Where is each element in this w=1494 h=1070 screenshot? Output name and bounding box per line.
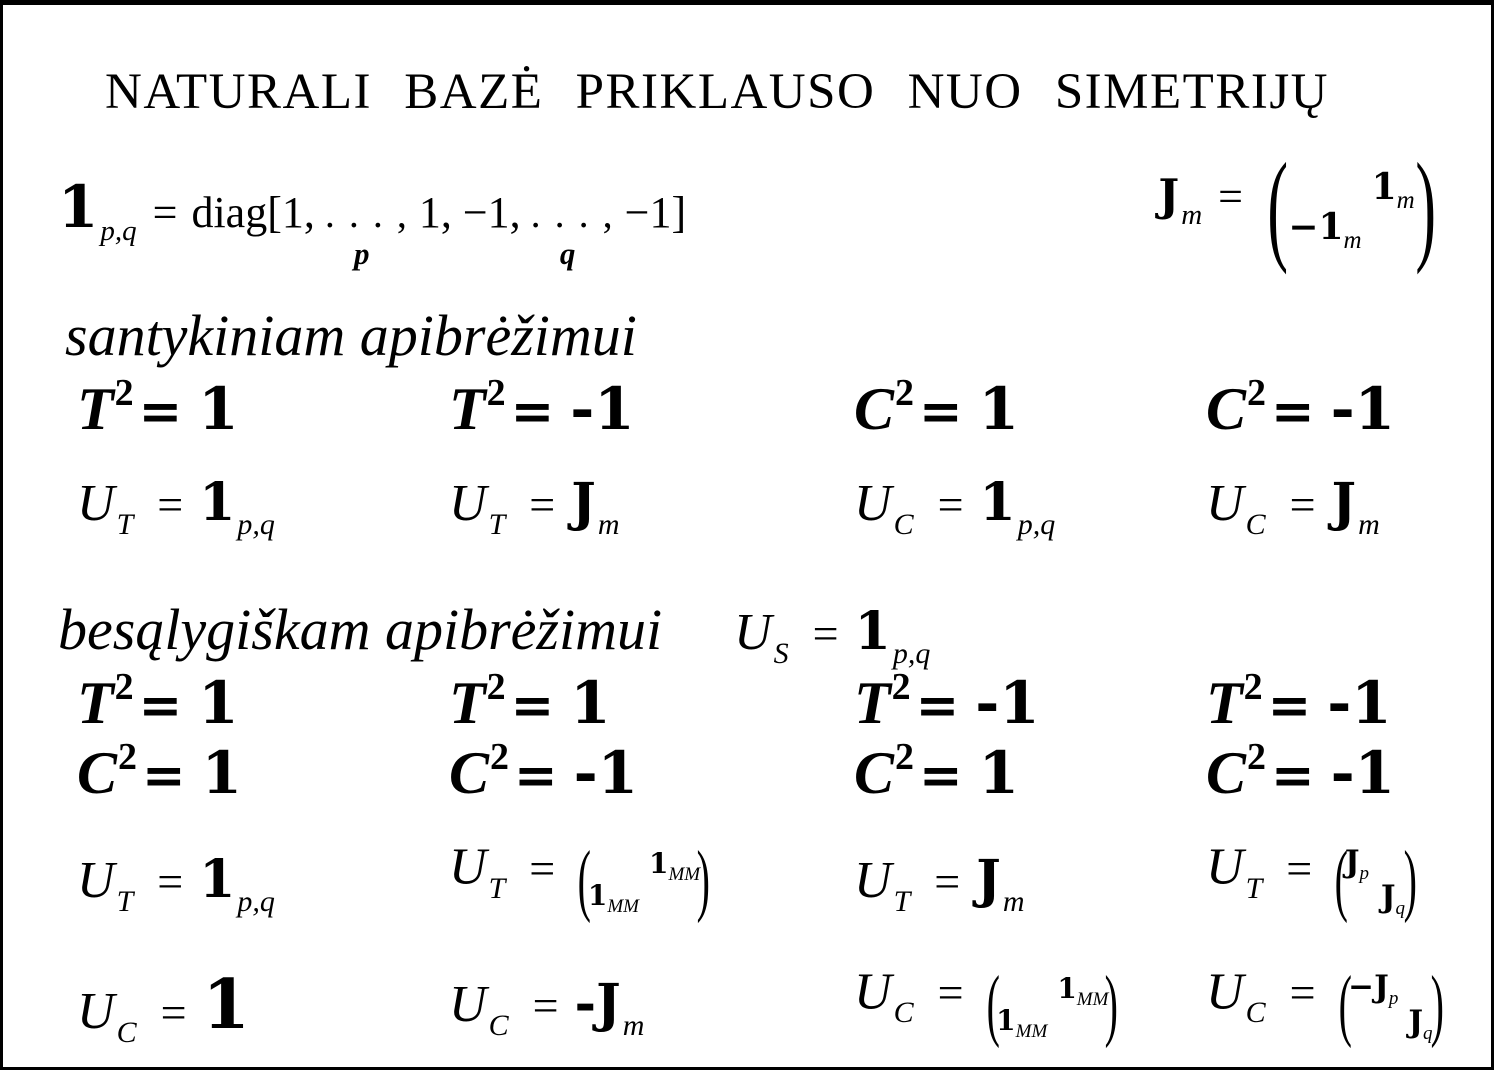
- minus-bold-j-symbol: -J: [574, 973, 621, 1034]
- equals-sign: =: [812, 608, 839, 659]
- pq-subscript: p,q: [237, 508, 275, 541]
- pq-subscript: p,q: [237, 884, 275, 918]
- exponent-2: 2: [490, 736, 510, 778]
- matrix-cells: [587, 847, 701, 917]
- diag-operator: diag[: [191, 188, 282, 237]
- equals-sign: =: [1286, 842, 1313, 894]
- condition-c2-eq-neg1: [1196, 372, 1491, 443]
- relative-conditions-row: [67, 372, 1491, 443]
- matrix-cell-empty: [1380, 220, 1406, 234]
- bold-one-symbol: 1: [648, 847, 669, 880]
- exponent-2: 2: [486, 372, 506, 414]
- m-subscript: m: [622, 1009, 645, 1042]
- equals-sign: =: [157, 479, 184, 530]
- matrix-cell-empty: [1312, 180, 1338, 194]
- equals-sign: =: [138, 675, 183, 736]
- p-subscript: p: [1359, 863, 1370, 884]
- left-paren: (: [986, 960, 1000, 1049]
- bold-one-symbol: 1: [1057, 971, 1077, 1005]
- equals-sign: =: [510, 675, 555, 736]
- variable-U: U: [854, 475, 892, 532]
- matrix-cell-top-right: [1371, 166, 1415, 214]
- equals-sign: =: [1289, 479, 1316, 530]
- exponent-2: 2: [118, 736, 138, 778]
- ellipsis-q-stack: [530, 191, 615, 271]
- p-subscript: p: [1388, 987, 1399, 1009]
- equals-sign: =: [529, 479, 556, 530]
- left-paren: (: [1267, 138, 1288, 275]
- matrix-cell-top-right: [1057, 971, 1109, 1010]
- matrix-cell-top-left: [1348, 968, 1399, 1009]
- condition-c2-eq-1: [844, 372, 1196, 443]
- matrix-cell-bottom-left: [1288, 206, 1362, 254]
- variable-U: U: [77, 982, 115, 1040]
- equals-sign: =: [152, 188, 178, 237]
- pq-subscript: p,q: [1017, 508, 1056, 541]
- m-subscript: m: [1396, 187, 1415, 214]
- matrix-cells: [1348, 968, 1434, 1044]
- variable-U: U: [449, 838, 487, 896]
- ellipsis-dots: . . . ,: [324, 191, 409, 236]
- identity-signature-matrix-definition: [58, 173, 687, 271]
- equals-sign: =: [142, 745, 186, 806]
- relative-operators-row: [67, 472, 1491, 541]
- subscript-C: C: [488, 1009, 509, 1042]
- bold-j-symbol: J: [1331, 472, 1357, 533]
- matrix-cell-empty: [1070, 1014, 1096, 1028]
- matrix-cell-empty: [1345, 891, 1371, 905]
- equals-sign: =: [934, 855, 961, 907]
- value: -1: [1330, 375, 1396, 443]
- mm-subscript: MM: [668, 864, 701, 885]
- variable-T: T: [77, 376, 114, 442]
- definitions-row: [58, 138, 1446, 275]
- matrix-cells: [996, 971, 1109, 1042]
- equals-sign: =: [919, 381, 963, 442]
- exponent-2: 2: [895, 372, 915, 414]
- value: 1: [978, 739, 1019, 807]
- value: 1: [570, 669, 611, 737]
- diagonal-j-matrix: [1328, 836, 1423, 924]
- subscript-C: C: [893, 508, 914, 541]
- matrix-cell-top-left: [1344, 844, 1371, 884]
- variable-C: C: [77, 740, 118, 806]
- bold-j-symbol: J: [1408, 1003, 1423, 1040]
- variable-U: U: [449, 475, 487, 532]
- bold-j-symbol: J: [1344, 844, 1360, 880]
- variable-T: T: [77, 670, 114, 736]
- condition-c2: [67, 736, 439, 807]
- variable-U: U: [734, 604, 772, 661]
- equals-sign: =: [1267, 675, 1312, 736]
- bold-j-symbol: J: [1380, 879, 1396, 915]
- bold-one-symbol: 1: [199, 472, 236, 533]
- bold-one-symbol: 1: [199, 848, 236, 910]
- equals-sign: =: [937, 967, 964, 1019]
- us-equation: [734, 601, 931, 670]
- section-relative-heading: santykiniam apibrėžimui: [65, 303, 637, 368]
- uc-equation-matrix: [844, 960, 1196, 1049]
- bold-j-symbol: J: [1158, 170, 1180, 222]
- exponent-2: 2: [1247, 372, 1267, 414]
- variable-T: T: [1206, 670, 1243, 736]
- bold-one-symbol: 1: [587, 879, 608, 912]
- exponent-2: 2: [486, 666, 506, 708]
- subscript-T: T: [488, 508, 506, 541]
- right-paren: ): [1415, 138, 1436, 275]
- ut-equation: [844, 848, 1196, 918]
- m-subscript: m: [1358, 508, 1380, 541]
- variable-U: U: [1206, 475, 1244, 532]
- antidiagonal-ones-matrix: [571, 836, 717, 924]
- variable-T: T: [449, 376, 486, 442]
- condition-t2-eq-neg1: [439, 372, 844, 443]
- variable-U: U: [854, 963, 892, 1021]
- variable-C: C: [1206, 376, 1247, 442]
- slide-title: NATURALI BAZĖ PRIKLAUSO NUO SIMETRIJŲ: [105, 64, 1329, 120]
- j-matrix-definition: [1158, 138, 1446, 275]
- mm-subscript: MM: [1015, 1020, 1048, 1042]
- matrix-cell-empty: [1360, 1015, 1386, 1029]
- left-paren: (: [577, 836, 592, 924]
- ut-equation: [67, 472, 439, 541]
- ellipsis-p-stack: [324, 191, 409, 271]
- variable-T: T: [854, 670, 891, 736]
- variable-C: C: [854, 740, 895, 806]
- exponent-2: 2: [1247, 736, 1267, 778]
- bold-j-symbol: J: [976, 848, 1001, 910]
- equals-sign: =: [510, 381, 555, 442]
- value: -1: [975, 669, 1040, 737]
- uc-equation-matrix: [1196, 960, 1491, 1049]
- m-subscript: m: [597, 508, 620, 541]
- value: 1: [978, 375, 1019, 443]
- section-unconditional-heading-row: [58, 597, 931, 670]
- matrix-cells: [1344, 844, 1407, 919]
- q-subscript: q: [1395, 898, 1406, 919]
- uc-equation: [439, 973, 844, 1042]
- subscript-T: T: [116, 508, 134, 541]
- matrix-cells: [1288, 166, 1415, 254]
- diag-entries-middle: 1, −1,: [418, 188, 521, 237]
- subscript-C: C: [1245, 996, 1266, 1030]
- equals-sign: =: [1218, 171, 1243, 221]
- condition-t2: [439, 666, 844, 737]
- variable-C: C: [449, 740, 490, 806]
- value: -1: [573, 739, 639, 807]
- variable-U: U: [449, 976, 487, 1033]
- right-paren: ): [1430, 960, 1445, 1049]
- right-paren: ): [1105, 960, 1119, 1049]
- exponent-2: 2: [895, 736, 915, 778]
- subscript-C: C: [116, 1015, 137, 1049]
- q-count-label: q: [559, 236, 576, 271]
- m-subscript: m: [1343, 227, 1362, 254]
- equals-sign: =: [937, 479, 964, 530]
- condition-t2: [67, 666, 439, 737]
- matrix-cell-bottom-left: [587, 879, 639, 917]
- variable-U: U: [77, 475, 115, 532]
- equals-sign: =: [532, 980, 559, 1031]
- bold-one-symbol: 1: [58, 173, 99, 241]
- m-subscript: m: [1002, 884, 1025, 918]
- condition-t2-eq-1: [67, 372, 439, 443]
- exponent-2: 2: [114, 372, 134, 414]
- subscript-T: T: [1245, 871, 1263, 905]
- equals-sign: =: [919, 745, 963, 806]
- condition-t2: [844, 666, 1196, 737]
- equals-sign: =: [915, 675, 960, 736]
- uc-equation: [67, 964, 439, 1049]
- condition-c2: [844, 736, 1196, 807]
- bold-one-symbol: 1: [979, 472, 1016, 533]
- diagonal-j-matrix-negative: [1332, 960, 1451, 1049]
- value: 1: [198, 669, 239, 737]
- subscript-T: T: [488, 871, 506, 905]
- unconditional-ut-row: [67, 825, 1491, 935]
- ut-equation-matrix: [439, 836, 844, 924]
- uc-equation: [1196, 472, 1491, 541]
- ut-equation-matrix: [1196, 836, 1491, 924]
- variable-C: C: [854, 376, 895, 442]
- minus-bold-j-symbol: −J: [1348, 968, 1389, 1005]
- antidiagonal-ones-matrix: [980, 960, 1126, 1049]
- unconditional-c-conditions-row: [67, 736, 1491, 807]
- value: 1: [201, 739, 242, 807]
- subscript-C: C: [893, 996, 914, 1030]
- equals-sign: =: [1289, 967, 1316, 1019]
- diag-entries-end: −1]: [624, 188, 687, 237]
- condition-t2: [1196, 666, 1491, 737]
- variable-U: U: [854, 851, 892, 909]
- exponent-2: 2: [114, 666, 134, 708]
- ut-equation: [439, 472, 844, 541]
- exponent-2: 2: [891, 666, 911, 708]
- equals-sign: =: [529, 842, 556, 894]
- right-paren: ): [696, 836, 711, 924]
- matrix-cell-empty: [1009, 982, 1035, 996]
- equals-sign: =: [157, 855, 184, 907]
- bold-j-symbol: J: [571, 472, 596, 533]
- bold-one-symbol: 1: [996, 1003, 1016, 1037]
- matrix-cell-top-right: [648, 847, 701, 885]
- variable-C: C: [1206, 740, 1247, 806]
- subscript-T: T: [893, 884, 911, 918]
- q-subscript: q: [1423, 1022, 1433, 1044]
- left-paren: (: [1338, 960, 1352, 1049]
- ellipsis-dots: . . . ,: [530, 191, 615, 236]
- matrix-cell-empty: [600, 857, 626, 871]
- m-subscript: m: [1181, 198, 1203, 231]
- variable-U: U: [1206, 963, 1244, 1021]
- diag-entries-start: 1,: [281, 188, 315, 237]
- equals-sign: =: [1271, 381, 1315, 442]
- bold-one-symbol: 1: [202, 964, 250, 1045]
- left-paren: (: [1334, 836, 1349, 924]
- subscript-S: S: [773, 637, 789, 670]
- exponent-2: 2: [1243, 666, 1263, 708]
- unconditional-t-conditions-row: [67, 666, 1491, 737]
- subscript-T: T: [116, 884, 134, 918]
- p-count-label: p: [354, 236, 370, 271]
- equals-sign: =: [514, 745, 558, 806]
- bold-one-symbol: 1: [854, 601, 891, 662]
- pq-subscript: p,q: [100, 215, 137, 247]
- mm-subscript: MM: [1076, 988, 1109, 1010]
- condition-c2: [439, 736, 844, 807]
- unconditional-uc-row: [67, 947, 1491, 1062]
- j-matrix: [1257, 138, 1446, 275]
- right-paren: ): [1403, 836, 1417, 924]
- equals-sign: =: [160, 986, 187, 1038]
- variable-T: T: [449, 670, 486, 736]
- value: 1: [198, 375, 239, 443]
- value: -1: [1327, 669, 1392, 737]
- variable-U: U: [1206, 838, 1244, 896]
- ut-equation: [67, 848, 439, 918]
- subscript-C: C: [1245, 508, 1266, 541]
- condition-c2: [1196, 736, 1491, 807]
- equals-sign: =: [1271, 745, 1315, 806]
- pq-subscript: p,q: [892, 637, 931, 670]
- matrix-cell-bottom-left: [996, 1003, 1048, 1042]
- mm-subscript: MM: [607, 896, 639, 917]
- value: -1: [570, 375, 635, 443]
- value: -1: [1330, 739, 1396, 807]
- uc-equation: [844, 472, 1196, 541]
- section-unconditional-heading: besąlygiškam apibrėžimui: [58, 597, 663, 662]
- minus-bold-one-symbol: −1: [1288, 206, 1344, 248]
- matrix-cell-empty: [662, 889, 688, 903]
- equals-sign: =: [138, 381, 183, 442]
- variable-U: U: [77, 851, 115, 909]
- bold-one-symbol: 1: [1371, 166, 1397, 208]
